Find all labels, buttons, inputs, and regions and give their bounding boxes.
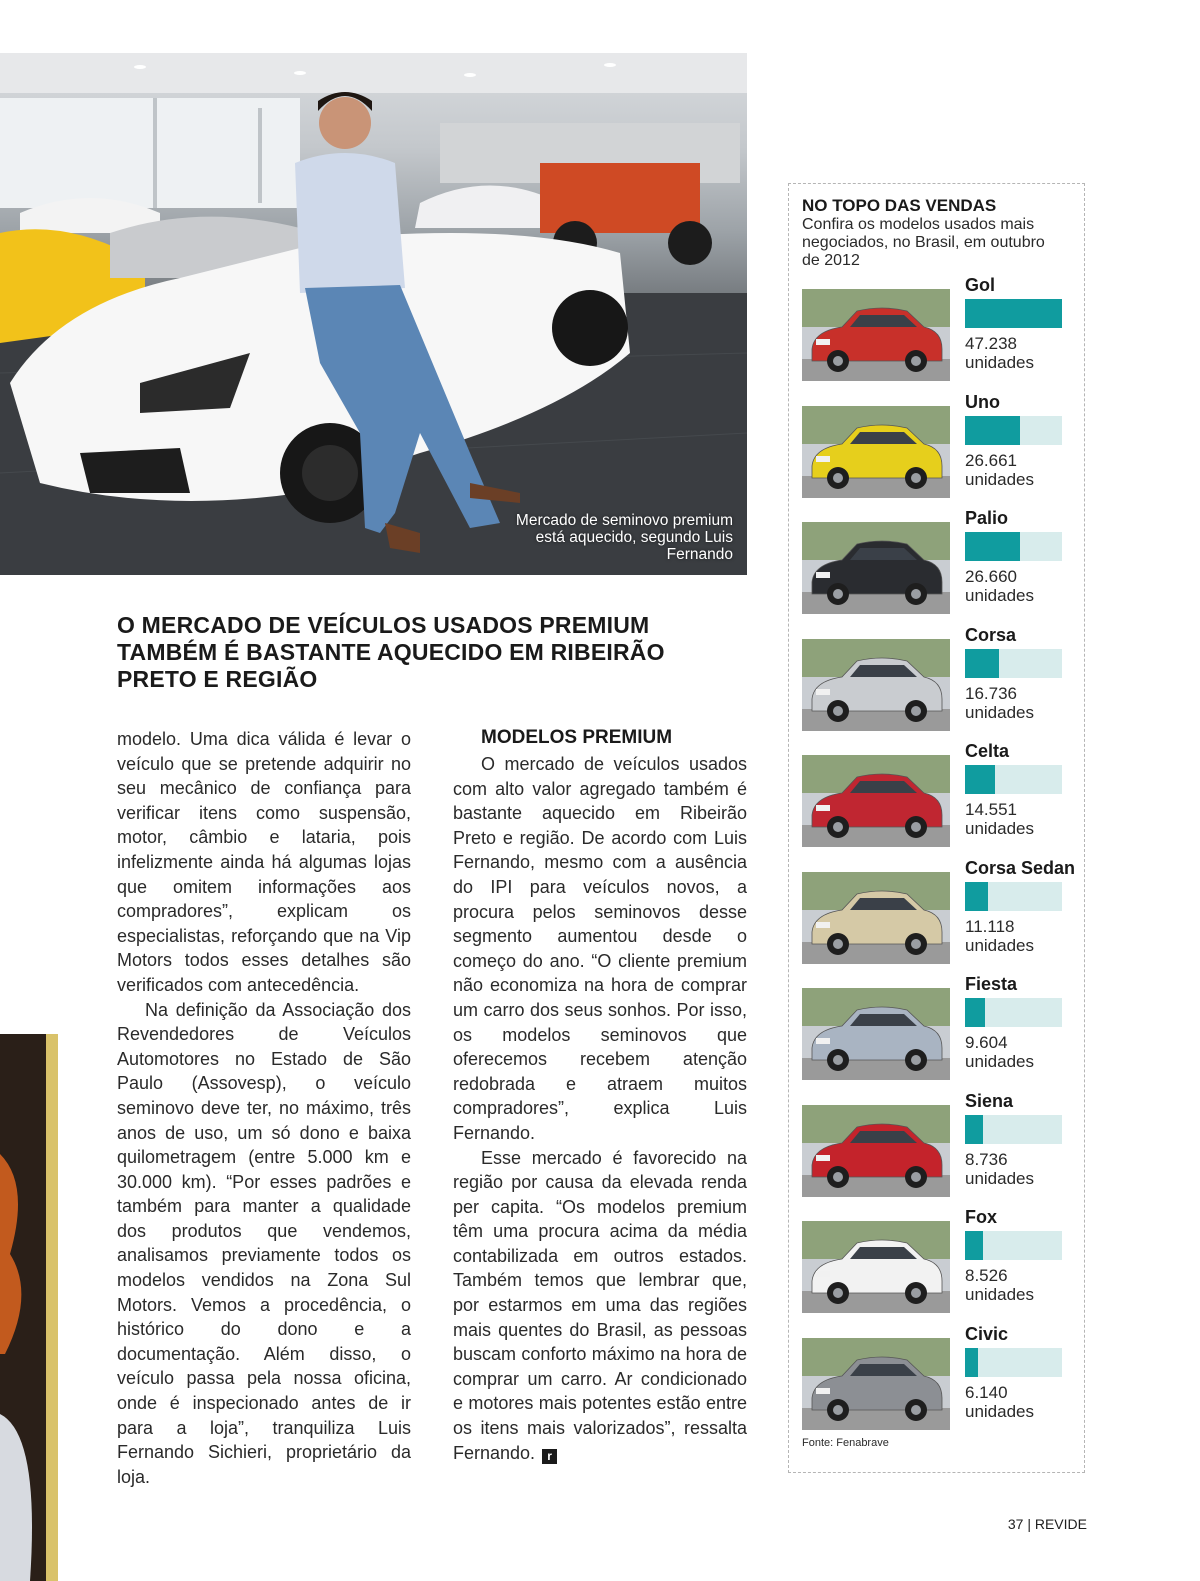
car-photo — [802, 988, 950, 1080]
bar — [965, 882, 988, 911]
sales-value: 6.140 — [965, 1382, 1008, 1402]
bar-track — [965, 1231, 1062, 1260]
unit-label: unidades — [965, 702, 1035, 722]
hero-photo — [0, 53, 747, 575]
car-photo — [802, 1221, 950, 1313]
car-photo — [802, 872, 950, 964]
ranking-item — [802, 624, 1082, 724]
body-column-1 — [117, 727, 411, 1489]
sales-ranking-box — [788, 183, 1085, 1473]
sales-value: 16.736 — [965, 683, 1017, 703]
car-model-name: Fox — [965, 1207, 998, 1227]
ranking-item — [802, 508, 1082, 607]
sales-value: 14.551 — [965, 800, 1017, 819]
unit-label: unidades — [965, 1285, 1035, 1304]
unit-label: unidades — [965, 1168, 1035, 1188]
paragraph: Na definição da Associação dos Revendedores de Veículos Automotores no Estado de São Paulo (Assovesp), o veículo seminovo deve ter, no máximo, três anos de uso, um só dono e baixa quilometragem (entre 5.000 km e 30.000 km). “Por esses padrões e também para manter a qualidade dos produtos que vendemos, analisamos previamente todos os modelos vendidos na Zona Sul Motors. Vemos a procedência, o histórico do dono e a documentação. Além disso, o veículo passa pela nossa oficina, onde é inspecionado antes de ir para a loja”, tranquiliza Luis Fernando Sichieri, proprietário da loja. — [117, 999, 411, 1487]
ranking-item — [802, 974, 1082, 1073]
bar — [965, 1115, 983, 1144]
car-photo — [802, 1338, 950, 1430]
car-illustration — [802, 1105, 950, 1197]
car-illustration — [802, 872, 950, 964]
bar-track — [965, 299, 1062, 328]
paragraph: O mercado de veículos usados com alto valor agregado também é bastante aquecido em Ribeirão Preto e região. De acordo com Luis Fernando, mesmo com a ausência do IPI para veículos novos, a procura pelos seminovos desse segmento aumentou desde o começo do ano. “O cliente premium não economiza na hora de comprar um carro dos seus sonhos. Por isso, os modelos seminovos que oferecemos recebem atenção redobrada e atraem muitos compradores”, explica Luis Fernando. — [453, 754, 747, 1143]
bar — [965, 299, 1062, 328]
car-photo — [802, 639, 950, 731]
car-model-name: Palio — [965, 508, 1009, 528]
bar — [965, 1231, 983, 1260]
sales-value: 11.118 — [965, 916, 1015, 936]
car-model-name: Uno — [965, 391, 1000, 412]
ranking-item — [802, 1090, 1082, 1190]
paragraph-text: Esse mercado é favorecido na região por causa da elevada renda per capita. “Os modelos premium têm uma procura acima da média contabilizada em outros estados. Também temos que lembrar que, por estarmos em uma das regiões mais quentes do Brasil, as pessoas buscam conforto máximo na hora de comprar um carro. Ar condicionado e motores mais potentes estão entre os itens mais valorizados”, ressalta Fernando. — [453, 1147, 747, 1463]
car-model-name: Siena — [965, 1090, 1014, 1111]
article-headline: O MERCADO DE VEÍCULOS USADOS PREMIUM TAMBÉM É BASTANTE AQUECIDO EM RIBEIRÃO PRETO E REGIÃO — [117, 612, 665, 692]
bar — [965, 532, 1020, 561]
car-illustration — [802, 639, 950, 731]
car-model-name: Corsa Sedan — [965, 857, 1076, 878]
bar — [965, 1348, 978, 1377]
paragraph — [453, 1146, 747, 1466]
edge-photo — [0, 1034, 58, 1581]
unit-label: unidades — [965, 353, 1035, 372]
car-model-name: Corsa — [965, 624, 1017, 645]
unit-label: unidades — [965, 469, 1035, 489]
bar-track — [965, 882, 1062, 911]
source-note: Fonte: Fenabrave — [802, 1437, 889, 1449]
bar — [965, 416, 1020, 445]
unit-label: unidades — [965, 586, 1035, 605]
car-photo — [802, 1105, 950, 1197]
ranking-title: NO TOPO DAS VENDAS — [802, 196, 997, 215]
bar-track — [965, 765, 1062, 794]
photo-caption: Mercado de seminovo premium está aquecido, segundo Luis Fernando — [515, 512, 733, 563]
car-illustration — [802, 1338, 950, 1430]
edge-photo-illustration — [0, 1034, 58, 1581]
car-illustration — [802, 1221, 950, 1313]
showroom-illustration — [0, 53, 747, 575]
bar-track — [965, 532, 1062, 561]
sales-value: 8.526 — [965, 1266, 1008, 1285]
section-heading: MODELOS PREMIUM — [481, 727, 673, 748]
ranking-item — [802, 1323, 1082, 1423]
unit-label: unidades — [965, 1401, 1035, 1421]
paragraph: modelo. Uma dica válida é levar o veículo que se pretende adquirir no seu mecânico de confiança para verificar itens como suspensão, motor, câmbio e lataria, pois infelizmente ainda há algumas lojas que omitem informações aos compradores”, explicam os especialistas, reforçando que na Vip Motors todos esses detalhes são verificados com antecedência. — [117, 729, 411, 995]
bar — [965, 649, 999, 678]
unit-label: unidades — [965, 1052, 1035, 1071]
sales-value: 8.736 — [965, 1149, 1008, 1169]
bar — [965, 765, 995, 794]
car-model-name: Fiesta — [965, 974, 1018, 994]
car-illustration — [802, 988, 950, 1080]
car-illustration — [802, 522, 950, 614]
car-illustration — [802, 406, 950, 498]
ranking-item — [802, 391, 1082, 491]
sales-value: 9.604 — [965, 1033, 1008, 1052]
ranking-item — [802, 741, 1082, 840]
end-of-article-mark: r — [542, 1449, 557, 1464]
unit-label: unidades — [965, 819, 1035, 838]
sales-value: 26.661 — [965, 450, 1017, 470]
page-folio: 37 | REVIDE — [1007, 1516, 1087, 1532]
car-photo — [802, 289, 950, 381]
car-model-name: Civic — [965, 1323, 1009, 1344]
ranking-item — [802, 1207, 1082, 1306]
ranking-subtitle: Confira os modelos usados mais negociados, no Brasil, em outubro de 2012 — [802, 216, 1045, 269]
bar-track — [965, 1348, 1062, 1377]
ranking-item — [802, 857, 1082, 957]
bar-track — [965, 649, 1062, 678]
car-model-name: Gol — [965, 275, 995, 295]
car-model-name: Celta — [965, 741, 1010, 761]
car-photo — [802, 755, 950, 847]
ranking-item — [802, 275, 1082, 374]
car-illustration — [802, 755, 950, 847]
sales-value: 26.660 — [965, 567, 1017, 586]
sales-value: 47.238 — [965, 334, 1017, 353]
bar-track — [965, 998, 1062, 1027]
unit-label: unidades — [965, 935, 1035, 955]
car-photo — [802, 522, 950, 614]
car-photo — [802, 406, 950, 498]
bar-track — [965, 1115, 1062, 1144]
bar — [965, 998, 985, 1027]
body-column-2 — [453, 727, 747, 1465]
bar-track — [965, 416, 1062, 445]
car-illustration — [802, 289, 950, 381]
